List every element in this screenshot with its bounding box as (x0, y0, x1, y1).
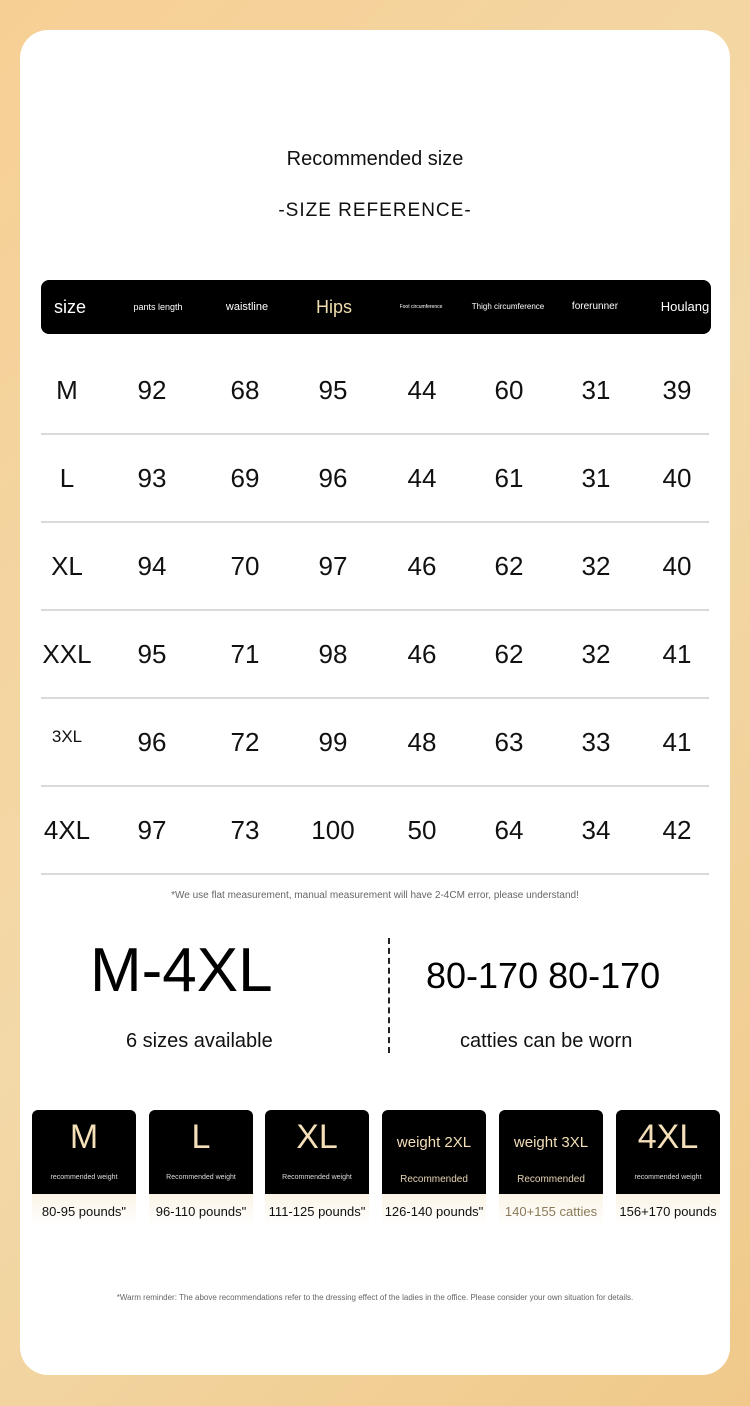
header-houlang: Houlang (660, 299, 710, 314)
weight-card-label: Recommended weight (166, 1174, 236, 1181)
cell-hips: 99 (318, 727, 348, 757)
table-row (41, 787, 709, 875)
cell-pants-length: 97 (137, 815, 167, 845)
cell-waistline: 71 (230, 639, 260, 669)
cell-forerunner: 32 (581, 551, 611, 581)
cell-size: M (56, 375, 78, 405)
cell-foot: 46 (407, 551, 437, 581)
cell-thigh: 62 (494, 551, 524, 581)
cell-thigh: 61 (494, 463, 524, 493)
cell-foot: 44 (407, 375, 437, 405)
cell-pants-length: 95 (137, 639, 167, 669)
sizes-available: 6 sizes available (126, 1030, 273, 1052)
header-thigh-circumference: Thigh circumference (471, 302, 545, 311)
header-size: size (53, 297, 86, 317)
table-row (41, 523, 709, 611)
cell-foot: 48 (407, 727, 437, 757)
weight-card-weight: 111-125 pounds" (268, 1204, 366, 1219)
cell-size: XXL (42, 639, 92, 669)
cell-houlang: 40 (662, 463, 692, 493)
cell-hips: 95 (318, 375, 348, 405)
weight-card-label: Recommended (517, 1174, 585, 1185)
table-row (41, 435, 709, 523)
size-range: M-4XL (90, 936, 273, 1005)
weight-card-m (32, 1110, 136, 1226)
weight-card-weight: 156+170 pounds (619, 1204, 717, 1219)
cell-pants-length: 92 (137, 375, 167, 405)
weight-caption: catties can be worn (460, 1030, 633, 1052)
cell-houlang: 41 (662, 727, 692, 757)
cell-hips: 98 (318, 639, 348, 669)
cell-houlang: 42 (662, 815, 692, 845)
cell-waistline: 68 (230, 375, 260, 405)
table-row (41, 347, 709, 435)
cell-forerunner: 34 (581, 815, 611, 845)
cell-hips: 96 (318, 463, 348, 493)
cell-size: L (59, 463, 75, 493)
table-row (41, 699, 709, 787)
weight-range: 80-170 80-170 (426, 955, 661, 996)
cell-thigh: 64 (494, 815, 524, 845)
cell-size: XL (51, 551, 83, 581)
cell-foot: 50 (407, 815, 437, 845)
weight-card-xl (265, 1110, 369, 1226)
weight-card-size: weight 3XL (513, 1134, 589, 1151)
weight-card-weight: 126-140 pounds" (384, 1204, 484, 1219)
cell-forerunner: 32 (581, 639, 611, 669)
weight-card-size: M (69, 1118, 99, 1156)
page-title: Recommended size (286, 148, 464, 170)
weight-card-weight: 96-110 pounds" (155, 1204, 247, 1219)
cell-size: 4XL (43, 815, 91, 845)
cell-thigh: 63 (494, 727, 524, 757)
page-subtitle: -SIZE REFERENCE- (278, 200, 472, 221)
cell-houlang: 39 (662, 375, 692, 405)
cell-houlang: 41 (662, 639, 692, 669)
cell-hips: 100 (311, 815, 355, 845)
header-hips: Hips (315, 297, 352, 317)
cell-pants-length: 93 (137, 463, 167, 493)
cell-houlang: 40 (662, 551, 692, 581)
weight-card-size: 4XL (637, 1118, 699, 1156)
cell-forerunner: 31 (581, 375, 611, 405)
weight-card-weight: 80-95 pounds" (41, 1204, 127, 1219)
weight-card-size: L (191, 1118, 211, 1156)
cell-foot: 44 (407, 463, 437, 493)
cell-foot: 46 (407, 639, 437, 669)
weight-card-4xl (616, 1110, 720, 1226)
dashed-divider (388, 938, 390, 1053)
header-pants-length: pants length (133, 302, 183, 312)
cell-waistline: 69 (230, 463, 260, 493)
weight-card-label: recommended weight (634, 1174, 702, 1181)
table-header (41, 280, 711, 334)
cell-size: 3XL (51, 727, 83, 746)
weight-card-3xl (499, 1110, 603, 1226)
cell-waistline: 70 (230, 551, 260, 581)
weight-card-l (149, 1110, 253, 1226)
measurement-note: *We use flat measurement, manual measurement will have 2-4CM error, please understand! (171, 890, 579, 901)
weight-card-size: XL (296, 1118, 338, 1156)
weight-card-weight: 140+155 catties (504, 1204, 598, 1219)
header-waistline: waistline (225, 301, 269, 313)
cell-hips: 97 (318, 551, 348, 581)
cell-waistline: 73 (230, 815, 260, 845)
weight-card-label: recommended weight (50, 1174, 118, 1181)
table-row (41, 611, 709, 699)
warm-reminder: *Warm reminder: The above recommendations refer to the dressing effect of the ladies in the office. Please consider your own situation for details. (116, 1293, 634, 1302)
cell-pants-length: 96 (137, 727, 167, 757)
cell-forerunner: 31 (581, 463, 611, 493)
cell-forerunner: 33 (581, 727, 611, 757)
cell-pants-length: 94 (137, 551, 167, 581)
cell-thigh: 62 (494, 639, 524, 669)
weight-card-2xl (382, 1110, 486, 1226)
header-forerunner: forerunner (571, 301, 619, 312)
weight-card-size: weight 2XL (396, 1134, 472, 1151)
weight-card-label: Recommended (400, 1174, 468, 1185)
header-foot-circumference: Foot circumference (399, 304, 443, 310)
weight-card-label: Recommended weight (282, 1174, 352, 1181)
cell-waistline: 72 (230, 727, 260, 757)
cell-thigh: 60 (494, 375, 524, 405)
